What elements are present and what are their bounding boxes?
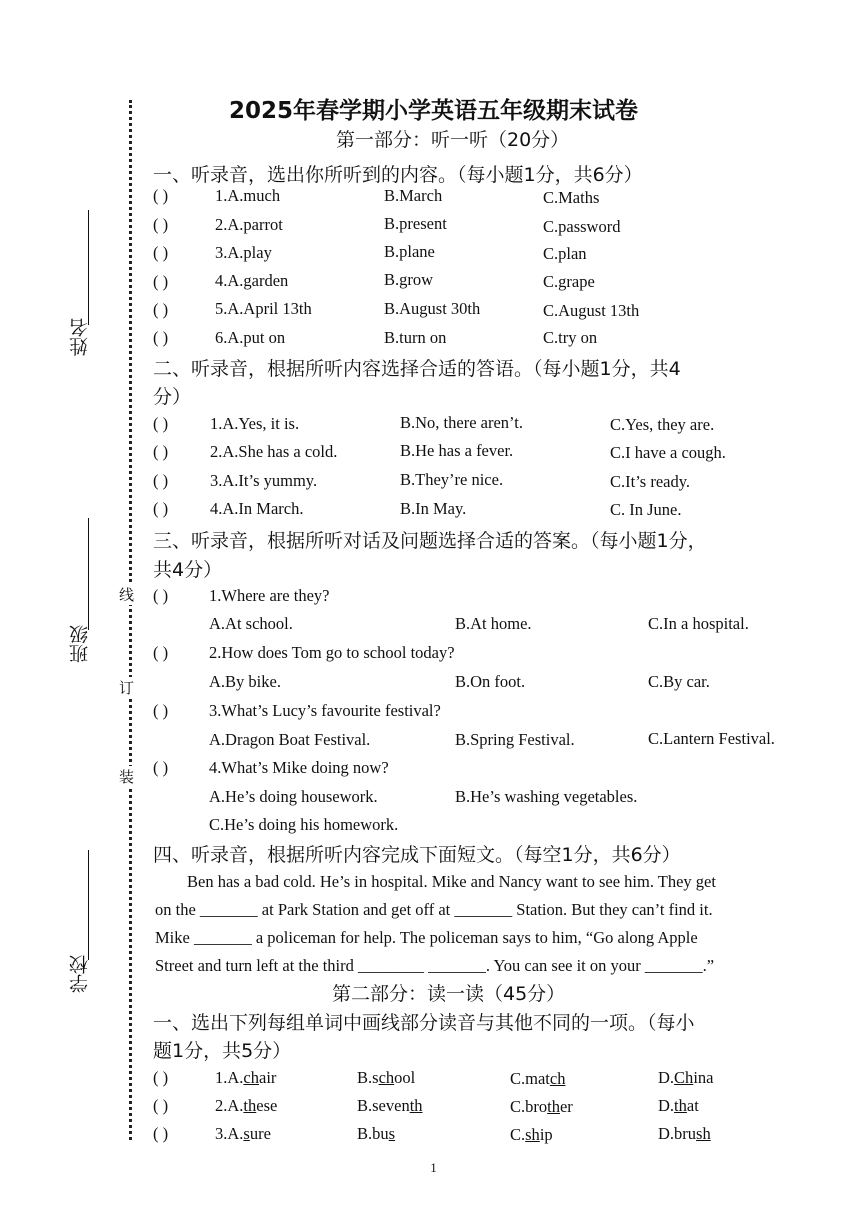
option-b: B.On foot. xyxy=(455,672,526,691)
answer-paren: ( ) xyxy=(153,1096,169,1115)
class-blank xyxy=(88,518,89,630)
p2s1-heading-cont: 题1分，共5分） xyxy=(153,1040,292,1062)
page-number: 1 xyxy=(430,1160,437,1175)
answer-paren: ( ) xyxy=(153,300,169,319)
option-c: C.In a hospital. xyxy=(648,614,749,633)
option-a: 3.A.play xyxy=(215,243,272,262)
answer-paren: ( ) xyxy=(153,471,169,490)
option-a: A.At school. xyxy=(209,614,293,633)
answer-paren: ( ) xyxy=(153,1068,169,1087)
option-a: 1.A.much xyxy=(215,186,281,205)
answer-paren: ( ) xyxy=(153,328,169,347)
option-prefix: D. xyxy=(658,1096,675,1115)
passage-line: Street and turn left at the third ________ _______. You can see it on your _______.” xyxy=(155,956,715,975)
option-suffix: ure xyxy=(249,1124,271,1143)
option-b xyxy=(357,1124,395,1144)
exam-title: 2025年春学期小学英语五年级期末试卷 xyxy=(228,98,638,124)
part2-heading: 第二部分：读一读（45分） xyxy=(332,983,566,1005)
option-c xyxy=(510,1069,565,1089)
option-a: A.By bike. xyxy=(209,672,281,691)
option-c: C.It’s ready. xyxy=(610,472,691,491)
question: 4.What’s Mike doing now? xyxy=(209,758,389,777)
passage-line: on the _______ at Park Station and get off at _______ Station. But they can’t find it. xyxy=(155,900,713,919)
option-a: 1.A.Yes, it is. xyxy=(210,414,300,433)
name-blank xyxy=(88,210,89,325)
underlined-letters: th xyxy=(547,1097,560,1116)
option-c xyxy=(510,1097,573,1117)
answer-paren: ( ) xyxy=(153,414,169,433)
question: 1.Where are they? xyxy=(209,586,330,605)
option-suffix: ool xyxy=(394,1068,416,1087)
option-c: C.Maths xyxy=(543,188,600,207)
option-c: C.By car. xyxy=(648,672,710,691)
option-a: 4.A.garden xyxy=(215,271,289,290)
option-c: C.grape xyxy=(543,272,595,291)
option-prefix: D.bru xyxy=(658,1124,697,1143)
option-c: C.try on xyxy=(543,328,598,347)
option-c: C. In June. xyxy=(610,500,682,519)
p2s1-heading: 一、选出下列每组单词中画线部分读音与其他不同的一项。（每小 xyxy=(153,1012,695,1034)
option-suffix: ese xyxy=(256,1096,278,1115)
name-label: 姓名 xyxy=(69,318,91,356)
option-a xyxy=(215,1068,276,1088)
s4-heading: 四、听录音，根据所听内容完成下面短文。（每空1分，共6分） xyxy=(153,844,681,866)
answer-paren: ( ) xyxy=(153,586,169,605)
answer-paren: ( ) xyxy=(153,643,169,662)
part1-heading: 第一部分：听一听（20分） xyxy=(336,129,570,151)
passage-line: Mike _______ a policeman for help. The policeman says to him, “Go along Apple xyxy=(155,928,698,947)
answer-paren: ( ) xyxy=(153,758,169,777)
underlined-letters: ch xyxy=(243,1068,259,1087)
class-label: 班级 xyxy=(69,625,91,663)
answer-paren: ( ) xyxy=(153,701,169,720)
option-b: B.turn on xyxy=(384,328,447,347)
option-a xyxy=(215,1124,271,1144)
answer-paren: ( ) xyxy=(153,243,169,262)
option-b: B.August 30th xyxy=(384,299,481,318)
option-prefix: B.s xyxy=(357,1068,379,1087)
binding-dotted-line xyxy=(129,100,132,1140)
underlined-letters: th xyxy=(409,1096,423,1115)
option-prefix: C.bro xyxy=(510,1097,548,1116)
option-b: B.March xyxy=(384,186,443,205)
answer-paren: ( ) xyxy=(153,272,169,291)
option-a: 6.A.put on xyxy=(215,328,286,347)
option-a: 4.A.In March. xyxy=(210,499,304,518)
option-prefix: C.mat xyxy=(510,1069,550,1088)
underlined-letters: s xyxy=(388,1124,396,1143)
answer-paren: ( ) xyxy=(153,1124,169,1143)
s2-heading-cont: 分） xyxy=(153,386,192,408)
option-a xyxy=(215,1096,277,1116)
option-d xyxy=(658,1068,713,1088)
s1-heading: 一、听录音，选出你所听到的内容。（每小题1分，共6分） xyxy=(153,164,643,186)
option-c: C.password xyxy=(543,217,621,236)
answer-paren: ( ) xyxy=(153,186,169,205)
option-a: 2.A.She has a cold. xyxy=(210,442,338,461)
option-b: B.Spring Festival. xyxy=(455,730,575,749)
passage-line: Ben has a bad cold. He’s in hospital. Mike and Nancy want to see him. They get xyxy=(187,872,716,891)
option-suffix: air xyxy=(259,1068,277,1087)
option-b: B.present xyxy=(384,214,447,233)
option-prefix: 2.A. xyxy=(215,1096,244,1115)
underlined-letters: th xyxy=(674,1096,687,1115)
underlined-letters: sh xyxy=(696,1124,711,1143)
answer-paren: ( ) xyxy=(153,442,169,461)
option-suffix: er xyxy=(559,1097,573,1116)
option-c: C.plan xyxy=(543,244,587,263)
option-b: B.In May. xyxy=(400,499,467,518)
option-b: B.No, there aren’t. xyxy=(400,413,523,432)
option-a: 5.A.April 13th xyxy=(215,299,312,318)
option-c xyxy=(510,1125,553,1145)
underlined-letters: th xyxy=(243,1096,257,1115)
option-b: B.grow xyxy=(384,270,434,289)
question: 2.How does Tom go to school today? xyxy=(209,643,455,662)
s3-heading-cont: 共4分） xyxy=(153,559,223,581)
s2-heading: 二、听录音，根据所听内容选择合适的答语。（每小题1分，共4 xyxy=(153,358,681,380)
option-d xyxy=(658,1096,699,1116)
option-b: B.He has a fever. xyxy=(400,441,514,460)
option-a: A.Dragon Boat Festival. xyxy=(209,730,371,749)
binding-zhuang: 装 xyxy=(119,768,135,786)
option-prefix: 1.A. xyxy=(215,1068,244,1087)
option-c: C.Lantern Festival. xyxy=(648,729,775,748)
underlined-letters: ch xyxy=(378,1068,395,1087)
option-b: B.At home. xyxy=(455,614,532,633)
option-b: B.They’re nice. xyxy=(400,470,504,489)
question: 3.What’s Lucy’s favourite festival? xyxy=(209,701,441,720)
option-suffix: ina xyxy=(693,1068,714,1087)
option-b xyxy=(357,1096,423,1116)
option-c: C.August 13th xyxy=(543,301,640,320)
underlined-letters: Ch xyxy=(674,1068,694,1087)
option-prefix: B.bu xyxy=(357,1124,389,1143)
binding-xian: 线 xyxy=(119,586,135,604)
option-b: B.plane xyxy=(384,242,435,261)
option-prefix: C. xyxy=(510,1125,526,1144)
option-prefix: B.seven xyxy=(357,1096,410,1115)
option-c: C.He’s doing his homework. xyxy=(209,815,399,834)
option-a: A.He’s doing housework. xyxy=(209,787,378,806)
underlined-letters: s xyxy=(243,1124,250,1143)
option-suffix: ip xyxy=(539,1125,553,1144)
option-c: C.Yes, they are. xyxy=(610,415,715,434)
option-c: C.I have a cough. xyxy=(610,443,726,462)
school-label: 学校 xyxy=(69,955,91,993)
underlined-letters: sh xyxy=(525,1125,540,1144)
option-prefix: 3.A. xyxy=(215,1124,244,1143)
binding-ding: 订 xyxy=(119,679,135,697)
school-blank xyxy=(88,850,89,960)
option-a: 3.A.It’s yummy. xyxy=(210,471,318,490)
option-b xyxy=(357,1068,415,1088)
answer-paren: ( ) xyxy=(153,215,169,234)
option-prefix: D. xyxy=(658,1068,675,1087)
answer-paren: ( ) xyxy=(153,499,169,518)
s3-heading: 三、听录音，根据所听对话及问题选择合适的答案。（每小题1分， xyxy=(153,530,707,552)
option-d xyxy=(658,1124,711,1144)
underlined-letters: ch xyxy=(549,1069,566,1088)
option-b: B.He’s washing vegetables. xyxy=(455,787,638,806)
option-suffix: at xyxy=(686,1096,699,1115)
option-a: 2.A.parrot xyxy=(215,215,283,234)
